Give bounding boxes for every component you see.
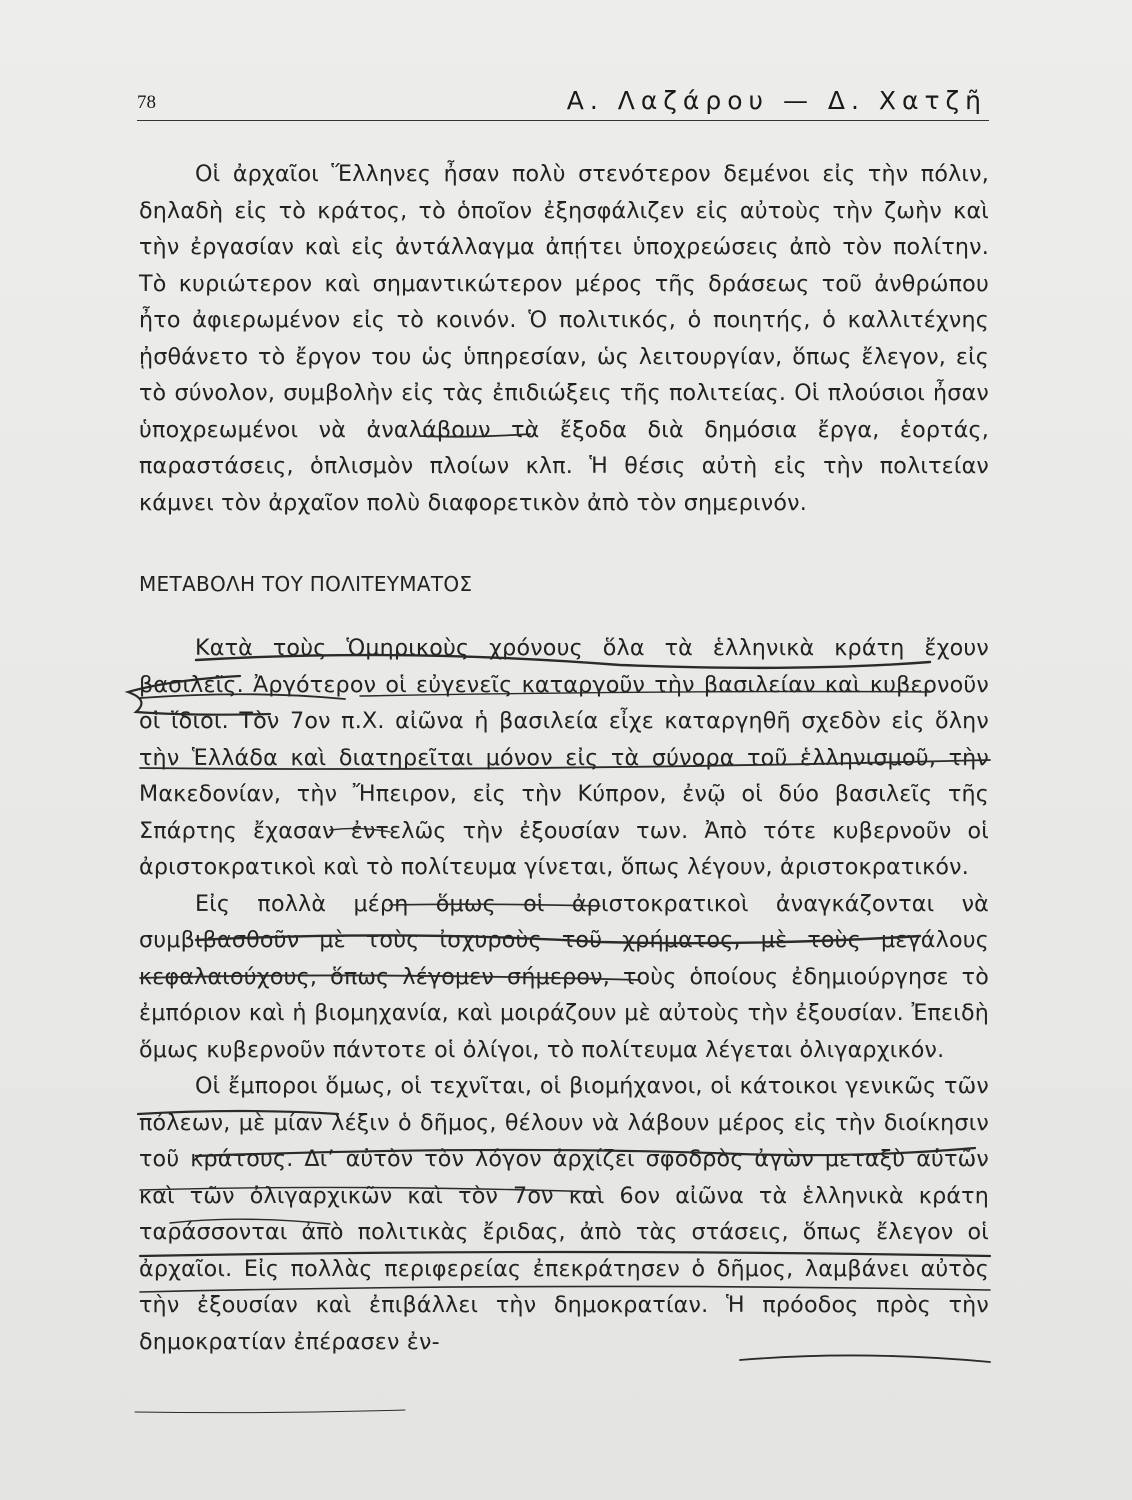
page-number: 78 (137, 92, 156, 113)
paragraph: Κατὰ τοὺς Ὁμηρικοὺς χρόνους ὅλα τὰ ἑλληνικὰ κράτη ἔχουν βασιλεῖς. Ἀργότερον οἱ εὐγενεῖς καταργοῦν τὴν βασιλείαν καὶ κυβερνοῦν οἱ ἴδιοι. Τὸν 7ον π.Χ. αἰῶνα ἡ βασιλεία εἶχε καταργηθῆ σχεδὸν εἰς ὅλην τὴν Ἑλλάδα καὶ διατηρεῖται μόνον εἰς τὰ σύνορα τοῦ ἑλληνισμοῦ, τὴν Μακεδονίαν, τὴν Ἤπειρον, εἰς τὴν Κύπρον, ἐνῷ οἱ δύο βασιλεῖς τῆς Σπάρτης ἔχασαν ἐντελῶς τὴν ἐξουσίαν των. Ἀπὸ τότε κυβερνοῦν οἱ ἀριστοκρατικοὶ καὶ τὸ πολίτευμα γίνεται, ὅπως λέγουν, ἀριστοκρατικόν. (139, 635, 989, 880)
page-header (137, 86, 989, 121)
intro-text (139, 156, 989, 521)
pencil-underline (135, 1410, 405, 1413)
paragraph: Οἱ ἔμποροι ὅμως, οἱ τεχνῖται, οἱ βιομήχανοι, οἱ κάτοικοι γενικῶς τῶν πόλεων, μὲ μίαν λέξιν ὁ δῆμος, θέλουν νὰ λάβουν μέρος εἰς τὴν διοίκησιν τοῦ κράτους. Δι’ αὐτὸν τὸν λόγον ἀρχίζει σφοδρὸς ἀγὼν μεταξὺ αὐτῶν καὶ τῶν ὀλιγαρχικῶν καὶ τὸν 7ον καὶ 6ον αἰῶνα τὰ ἑλληνικὰ κράτη ταράσσονται ἀπὸ πολιτικὰς ἔριδας, ἀπὸ τὰς στάσεις, ὅπως ἔλεγον οἱ ἀρχαῖοι. Εἰς πολλὰς περιφερείας ἐπεκράτησεν ὁ δῆμος, λαμβάνει αὐτὸς τὴν ἐξουσίαν καὶ ἐπιβάλλει τὴν δημοκρατίαν. Ἡ πρόοδος πρὸς τὴν δημοκρατίαν ἐπέρασεν ἐν- (139, 1073, 989, 1355)
paragraph: Εἰς πολλὰ μέρη ὅμως οἱ ἀριστοκρατικοὶ ἀναγκάζονται νὰ συμβιβασθοῦν μὲ τοὺς ἰσχυροὺς τοῦ χρήματος, μὲ τοὺς μεγάλους κεφαλαιούχους, ὅπως λέγομεν σήμερον, τοὺς ὁποίους ἐδημιούργησε τὸ ἐμπόριον καὶ ἡ βιομηχανία, καὶ μοιράζουν μὲ αὐτοὺς τὴν ἐξουσίαν. Ἐπειδὴ ὅμως κυβερνοῦν πάντοτε οἱ ὀλίγοι, τὸ πολίτευμα λέγεται ὀλιγαρχικόν. (139, 890, 989, 1063)
section-heading: ΜΕΤΑΒΟΛΗ ΤΟΥ ΠΟΛΙΤΕΥΜΑΤΟΣ (139, 572, 473, 596)
running-head: Α. Λαζάρου — Δ. Χατζῆ (566, 86, 987, 115)
paragraph: Οἱ ἀρχαῖοι Ἕλληνες ἦσαν πολὺ στενότερον δεμένοι εἰς τὴν πόλιν, δηλαδὴ εἰς τὸ κράτος, τὸ ὁποῖον ἐξησφάλιζεν εἰς αὐτοὺς τὴν ζωὴν καὶ τὴν ἐργασίαν καὶ εἰς ἀντάλλαγμα ἀπῄτει ὑποχρεώσεις ἀπὸ τὸν πολίτην. Τὸ κυριώτερον καὶ σημαντικώτερον μέρος τῆς δράσεως τοῦ ἀνθρώπου ἦτο ἀφιερωμένον εἰς τὸ κοινόν. Ὁ πολιτικός, ὁ ποιητής, ὁ καλλιτέχνης ᾐσθάνετο τὸ ἔργον του ὡς ὑπηρεσίαν, ὡς λειτουργίαν, ὅπως ἔλεγον, εἰς τὸ σύνολον, συμβολὴν εἰς τὰς ἐπιδιώξεις τῆς πολιτείας. Οἱ πλούσιοι ἦσαν ὑποχρεωμένοι νὰ ἀναλάβουν τὰ ἔξοδα διὰ δημόσια ἔργα, ἑορτάς, παραστάσεις, ὁπλισμὸν πλοίων κλπ. Ἡ θέσις αὐτὴ εἰς τὴν πολιτείαν κάμνει τὸν ἀρχαῖον πολὺ διαφορετικὸν ἀπὸ τὸν σημερινόν. (139, 161, 989, 516)
section-text (139, 630, 989, 1360)
